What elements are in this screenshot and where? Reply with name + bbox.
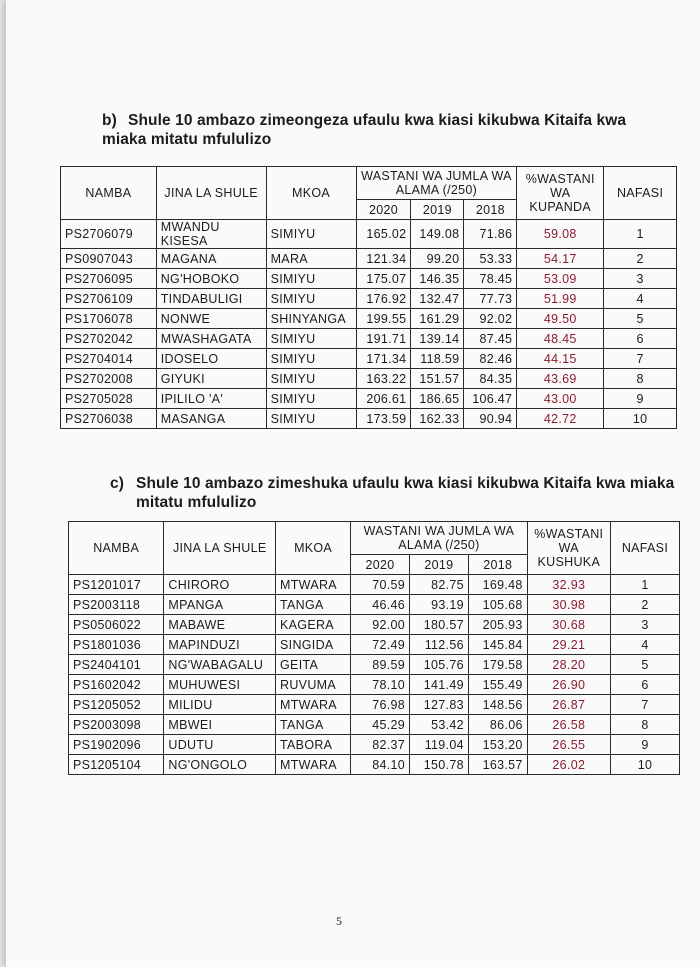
header-namba: NAMBA xyxy=(69,522,164,575)
cell-nafasi: 3 xyxy=(604,269,677,289)
cell-2020: 82.37 xyxy=(351,735,410,755)
cell-2018: 71.86 xyxy=(464,220,517,249)
cell-2019: 146.35 xyxy=(411,269,464,289)
table-row xyxy=(69,575,680,595)
cell-mkoa: TANGA xyxy=(276,595,351,615)
cell-2019: 93.19 xyxy=(409,595,468,615)
cell-namba: PS2702008 xyxy=(61,369,157,389)
cell-jina: MAGANA xyxy=(156,249,266,269)
cell-namba: PS1602042 xyxy=(69,675,164,695)
cell-jina: NONWE xyxy=(156,309,266,329)
cell-mkoa: SIMIYU xyxy=(266,220,356,249)
cell-namba: PS0506022 xyxy=(69,615,164,635)
cell-pct: 43.69 xyxy=(517,369,604,389)
cell-namba: PS2704014 xyxy=(61,349,157,369)
cell-2020: 92.00 xyxy=(351,615,410,635)
cell-2020: 89.59 xyxy=(351,655,410,675)
cell-2019: 150.78 xyxy=(409,755,468,775)
cell-jina: MILIDU xyxy=(164,695,276,715)
header-pct: %WASTANI WA KUPANDA xyxy=(517,167,604,220)
cell-nafasi: 10 xyxy=(604,409,677,429)
table-row xyxy=(61,249,677,269)
header-namba: NAMBA xyxy=(61,167,157,220)
cell-jina: CHIRORO xyxy=(164,575,276,595)
cell-2018: 92.02 xyxy=(464,309,517,329)
cell-nafasi: 7 xyxy=(604,349,677,369)
cell-2018: 145.84 xyxy=(468,635,527,655)
cell-2018: 87.45 xyxy=(464,329,517,349)
cell-nafasi: 8 xyxy=(610,715,679,735)
cell-jina: IDOSELO xyxy=(156,349,266,369)
section-b-label: b) xyxy=(102,112,117,129)
cell-jina: NG'WABAGALU xyxy=(164,655,276,675)
cell-nafasi: 7 xyxy=(610,695,679,715)
table-row xyxy=(61,389,677,409)
cell-nafasi: 1 xyxy=(604,220,677,249)
cell-namba: PS1706078 xyxy=(61,309,157,329)
cell-nafasi: 5 xyxy=(604,309,677,329)
cell-2020: 206.61 xyxy=(356,389,411,409)
header-nafasi: NAFASI xyxy=(610,522,679,575)
table-row xyxy=(69,615,680,635)
cell-pct: 49.50 xyxy=(517,309,604,329)
cell-mkoa: RUVUMA xyxy=(276,675,351,695)
section-c-label: c) xyxy=(110,475,124,492)
cell-jina: MABAWE xyxy=(164,615,276,635)
cell-2019: 127.83 xyxy=(409,695,468,715)
cell-jina: MUHUWESI xyxy=(164,675,276,695)
cell-mkoa: GEITA xyxy=(276,655,351,675)
header-pct: %WASTANI WA KUSHUKA xyxy=(527,522,610,575)
table-row xyxy=(69,755,680,775)
cell-nafasi: 9 xyxy=(610,735,679,755)
header-year-2020: 2020 xyxy=(356,200,411,220)
cell-2020: 70.59 xyxy=(351,575,410,595)
section-b-title-line2: miaka mitatu mfululizo xyxy=(102,131,272,148)
cell-jina: MASANGA xyxy=(156,409,266,429)
cell-pct: 44.15 xyxy=(517,349,604,369)
cell-2019: 53.42 xyxy=(409,715,468,735)
cell-jina: MWASHAGATA xyxy=(156,329,266,349)
cell-2019: 99.20 xyxy=(411,249,464,269)
cell-jina: MBWEI xyxy=(164,715,276,735)
cell-2019: 105.76 xyxy=(409,655,468,675)
cell-2020: 176.92 xyxy=(356,289,411,309)
cell-mkoa: MTWARA xyxy=(276,695,351,715)
header-year-2020: 2020 xyxy=(351,555,410,575)
cell-mkoa: MTWARA xyxy=(276,575,351,595)
cell-nafasi: 5 xyxy=(610,655,679,675)
cell-namba: PS2705028 xyxy=(61,389,157,409)
cell-2020: 173.59 xyxy=(356,409,411,429)
cell-pct: 29.21 xyxy=(527,635,610,655)
cell-jina: MWANDU KISESA xyxy=(156,220,266,249)
cell-2018: 86.06 xyxy=(468,715,527,735)
header-jina: JINA LA SHULE xyxy=(156,167,266,220)
cell-mkoa: SIMIYU xyxy=(266,349,356,369)
cell-2020: 84.10 xyxy=(351,755,410,775)
cell-2019: 118.59 xyxy=(411,349,464,369)
table-row xyxy=(69,715,680,735)
cell-mkoa: TANGA xyxy=(276,715,351,735)
cell-2019: 112.56 xyxy=(409,635,468,655)
header-year-2018: 2018 xyxy=(468,555,527,575)
header-wastani: WASTANI WA JUMLA WA ALAMA (/250) xyxy=(356,167,517,200)
header-wastani: WASTANI WA JUMLA WA ALAMA (/250) xyxy=(351,522,528,555)
cell-namba: PS1205104 xyxy=(69,755,164,775)
cell-2019: 149.08 xyxy=(411,220,464,249)
cell-namba: PS2706109 xyxy=(61,289,157,309)
table-row xyxy=(61,269,677,289)
cell-jina: NG'HOBOKO xyxy=(156,269,266,289)
header-year-2019: 2019 xyxy=(411,200,464,220)
table-decrease xyxy=(68,521,680,775)
cell-jina: TINDABULIGI xyxy=(156,289,266,309)
cell-pct: 30.68 xyxy=(527,615,610,635)
cell-mkoa: MARA xyxy=(266,249,356,269)
cell-2018: 82.46 xyxy=(464,349,517,369)
cell-nafasi: 8 xyxy=(604,369,677,389)
cell-pct: 53.09 xyxy=(517,269,604,289)
cell-namba: PS2706038 xyxy=(61,409,157,429)
document-page xyxy=(6,0,700,967)
cell-mkoa: MTWARA xyxy=(276,755,351,775)
cell-2020: 72.49 xyxy=(351,635,410,655)
cell-pct: 26.87 xyxy=(527,695,610,715)
cell-2019: 162.33 xyxy=(411,409,464,429)
cell-pct: 26.90 xyxy=(527,675,610,695)
cell-2019: 139.14 xyxy=(411,329,464,349)
cell-2018: 105.68 xyxy=(468,595,527,615)
cell-2019: 82.75 xyxy=(409,575,468,595)
header-mkoa: MKOA xyxy=(276,522,351,575)
table-row xyxy=(61,220,677,249)
cell-2020: 76.98 xyxy=(351,695,410,715)
cell-pct: 26.55 xyxy=(527,735,610,755)
table-row xyxy=(69,635,680,655)
cell-nafasi: 1 xyxy=(610,575,679,595)
cell-namba: PS2003098 xyxy=(69,715,164,735)
cell-nafasi: 9 xyxy=(604,389,677,409)
table-row xyxy=(69,735,680,755)
cell-2018: 78.45 xyxy=(464,269,517,289)
cell-mkoa: SHINYANGA xyxy=(266,309,356,329)
table-row xyxy=(61,349,677,369)
cell-2020: 78.10 xyxy=(351,675,410,695)
cell-namba: PS0907043 xyxy=(61,249,157,269)
cell-nafasi: 2 xyxy=(610,595,679,615)
table-row xyxy=(69,695,680,715)
table-row xyxy=(69,655,680,675)
table-row xyxy=(61,309,677,329)
section-c-title-line2: mitatu mfululizo xyxy=(136,494,257,511)
cell-2018: 163.57 xyxy=(468,755,527,775)
cell-2020: 163.22 xyxy=(356,369,411,389)
cell-2019: 141.49 xyxy=(409,675,468,695)
cell-mkoa: SINGIDA xyxy=(276,635,351,655)
header-year-2018: 2018 xyxy=(464,200,517,220)
cell-mkoa: SIMIYU xyxy=(266,389,356,409)
cell-pct: 26.02 xyxy=(527,755,610,775)
cell-2020: 46.46 xyxy=(351,595,410,615)
cell-2019: 180.57 xyxy=(409,615,468,635)
cell-pct: 43.00 xyxy=(517,389,604,409)
cell-2018: 53.33 xyxy=(464,249,517,269)
page-number: 5 xyxy=(336,914,342,928)
table-row xyxy=(61,289,677,309)
cell-jina: GIYUKI xyxy=(156,369,266,389)
header-year-2019: 2019 xyxy=(409,555,468,575)
cell-pct: 54.17 xyxy=(517,249,604,269)
table-row xyxy=(61,329,677,349)
cell-nafasi: 4 xyxy=(604,289,677,309)
cell-namba: PS2706079 xyxy=(61,220,157,249)
table-row xyxy=(61,369,677,389)
table-row xyxy=(69,595,680,615)
cell-namba: PS2702042 xyxy=(61,329,157,349)
cell-2018: 169.48 xyxy=(468,575,527,595)
cell-2018: 84.35 xyxy=(464,369,517,389)
cell-namba: PS1201017 xyxy=(69,575,164,595)
cell-mkoa: KAGERA xyxy=(276,615,351,635)
cell-pct: 42.72 xyxy=(517,409,604,429)
cell-pct: 59.08 xyxy=(517,220,604,249)
cell-2018: 205.93 xyxy=(468,615,527,635)
cell-pct: 48.45 xyxy=(517,329,604,349)
cell-2018: 148.56 xyxy=(468,695,527,715)
cell-nafasi: 10 xyxy=(610,755,679,775)
table-row xyxy=(61,409,677,429)
cell-pct: 28.20 xyxy=(527,655,610,675)
cell-namba: PS1902096 xyxy=(69,735,164,755)
cell-pct: 51.99 xyxy=(517,289,604,309)
cell-nafasi: 6 xyxy=(604,329,677,349)
section-c-title-line1: Shule 10 ambazo zimeshuka ufaulu kwa kiasi kikubwa Kitaifa kwa miaka xyxy=(136,475,675,492)
table-header-row xyxy=(61,167,677,200)
table-row xyxy=(69,675,680,695)
cell-jina: MAPINDUZI xyxy=(164,635,276,655)
cell-namba: PS2003118 xyxy=(69,595,164,615)
cell-nafasi: 4 xyxy=(610,635,679,655)
cell-jina: IPILILO 'A' xyxy=(156,389,266,409)
cell-2019: 132.47 xyxy=(411,289,464,309)
cell-pct: 26.58 xyxy=(527,715,610,735)
section-b-heading xyxy=(102,111,677,149)
cell-mkoa: SIMIYU xyxy=(266,369,356,389)
header-mkoa: MKOA xyxy=(266,167,356,220)
cell-namba: PS1205052 xyxy=(69,695,164,715)
cell-mkoa: SIMIYU xyxy=(266,269,356,289)
cell-2020: 121.34 xyxy=(356,249,411,269)
cell-2019: 119.04 xyxy=(409,735,468,755)
cell-2020: 45.29 xyxy=(351,715,410,735)
cell-2018: 155.49 xyxy=(468,675,527,695)
cell-namba: PS1801036 xyxy=(69,635,164,655)
section-c-heading xyxy=(110,474,685,512)
section-b-title-line1: Shule 10 ambazo zimeongeza ufaulu kwa kiasi kikubwa Kitaifa kwa xyxy=(128,112,627,129)
cell-namba: PS2404101 xyxy=(69,655,164,675)
cell-mkoa: SIMIYU xyxy=(266,329,356,349)
cell-jina: NG'ONGOLO xyxy=(164,755,276,775)
cell-2020: 165.02 xyxy=(356,220,411,249)
cell-nafasi: 2 xyxy=(604,249,677,269)
cell-mkoa: SIMIYU xyxy=(266,289,356,309)
cell-2018: 77.73 xyxy=(464,289,517,309)
cell-namba: PS2706095 xyxy=(61,269,157,289)
cell-2020: 171.34 xyxy=(356,349,411,369)
cell-mkoa: TABORA xyxy=(276,735,351,755)
cell-jina: UDUTU xyxy=(164,735,276,755)
cell-2020: 199.55 xyxy=(356,309,411,329)
cell-2018: 179.58 xyxy=(468,655,527,675)
cell-nafasi: 3 xyxy=(610,615,679,635)
cell-2018: 106.47 xyxy=(464,389,517,409)
cell-2019: 186.65 xyxy=(411,389,464,409)
header-nafasi: NAFASI xyxy=(604,167,677,220)
cell-mkoa: SIMIYU xyxy=(266,409,356,429)
cell-2019: 161.29 xyxy=(411,309,464,329)
cell-pct: 32.93 xyxy=(527,575,610,595)
table-header-row xyxy=(69,522,680,555)
cell-2018: 153.20 xyxy=(468,735,527,755)
header-jina: JINA LA SHULE xyxy=(164,522,276,575)
table-increase xyxy=(60,166,677,429)
cell-2018: 90.94 xyxy=(464,409,517,429)
cell-2020: 191.71 xyxy=(356,329,411,349)
cell-pct: 30.98 xyxy=(527,595,610,615)
cell-2019: 151.57 xyxy=(411,369,464,389)
cell-jina: MPANGA xyxy=(164,595,276,615)
cell-2020: 175.07 xyxy=(356,269,411,289)
cell-nafasi: 6 xyxy=(610,675,679,695)
